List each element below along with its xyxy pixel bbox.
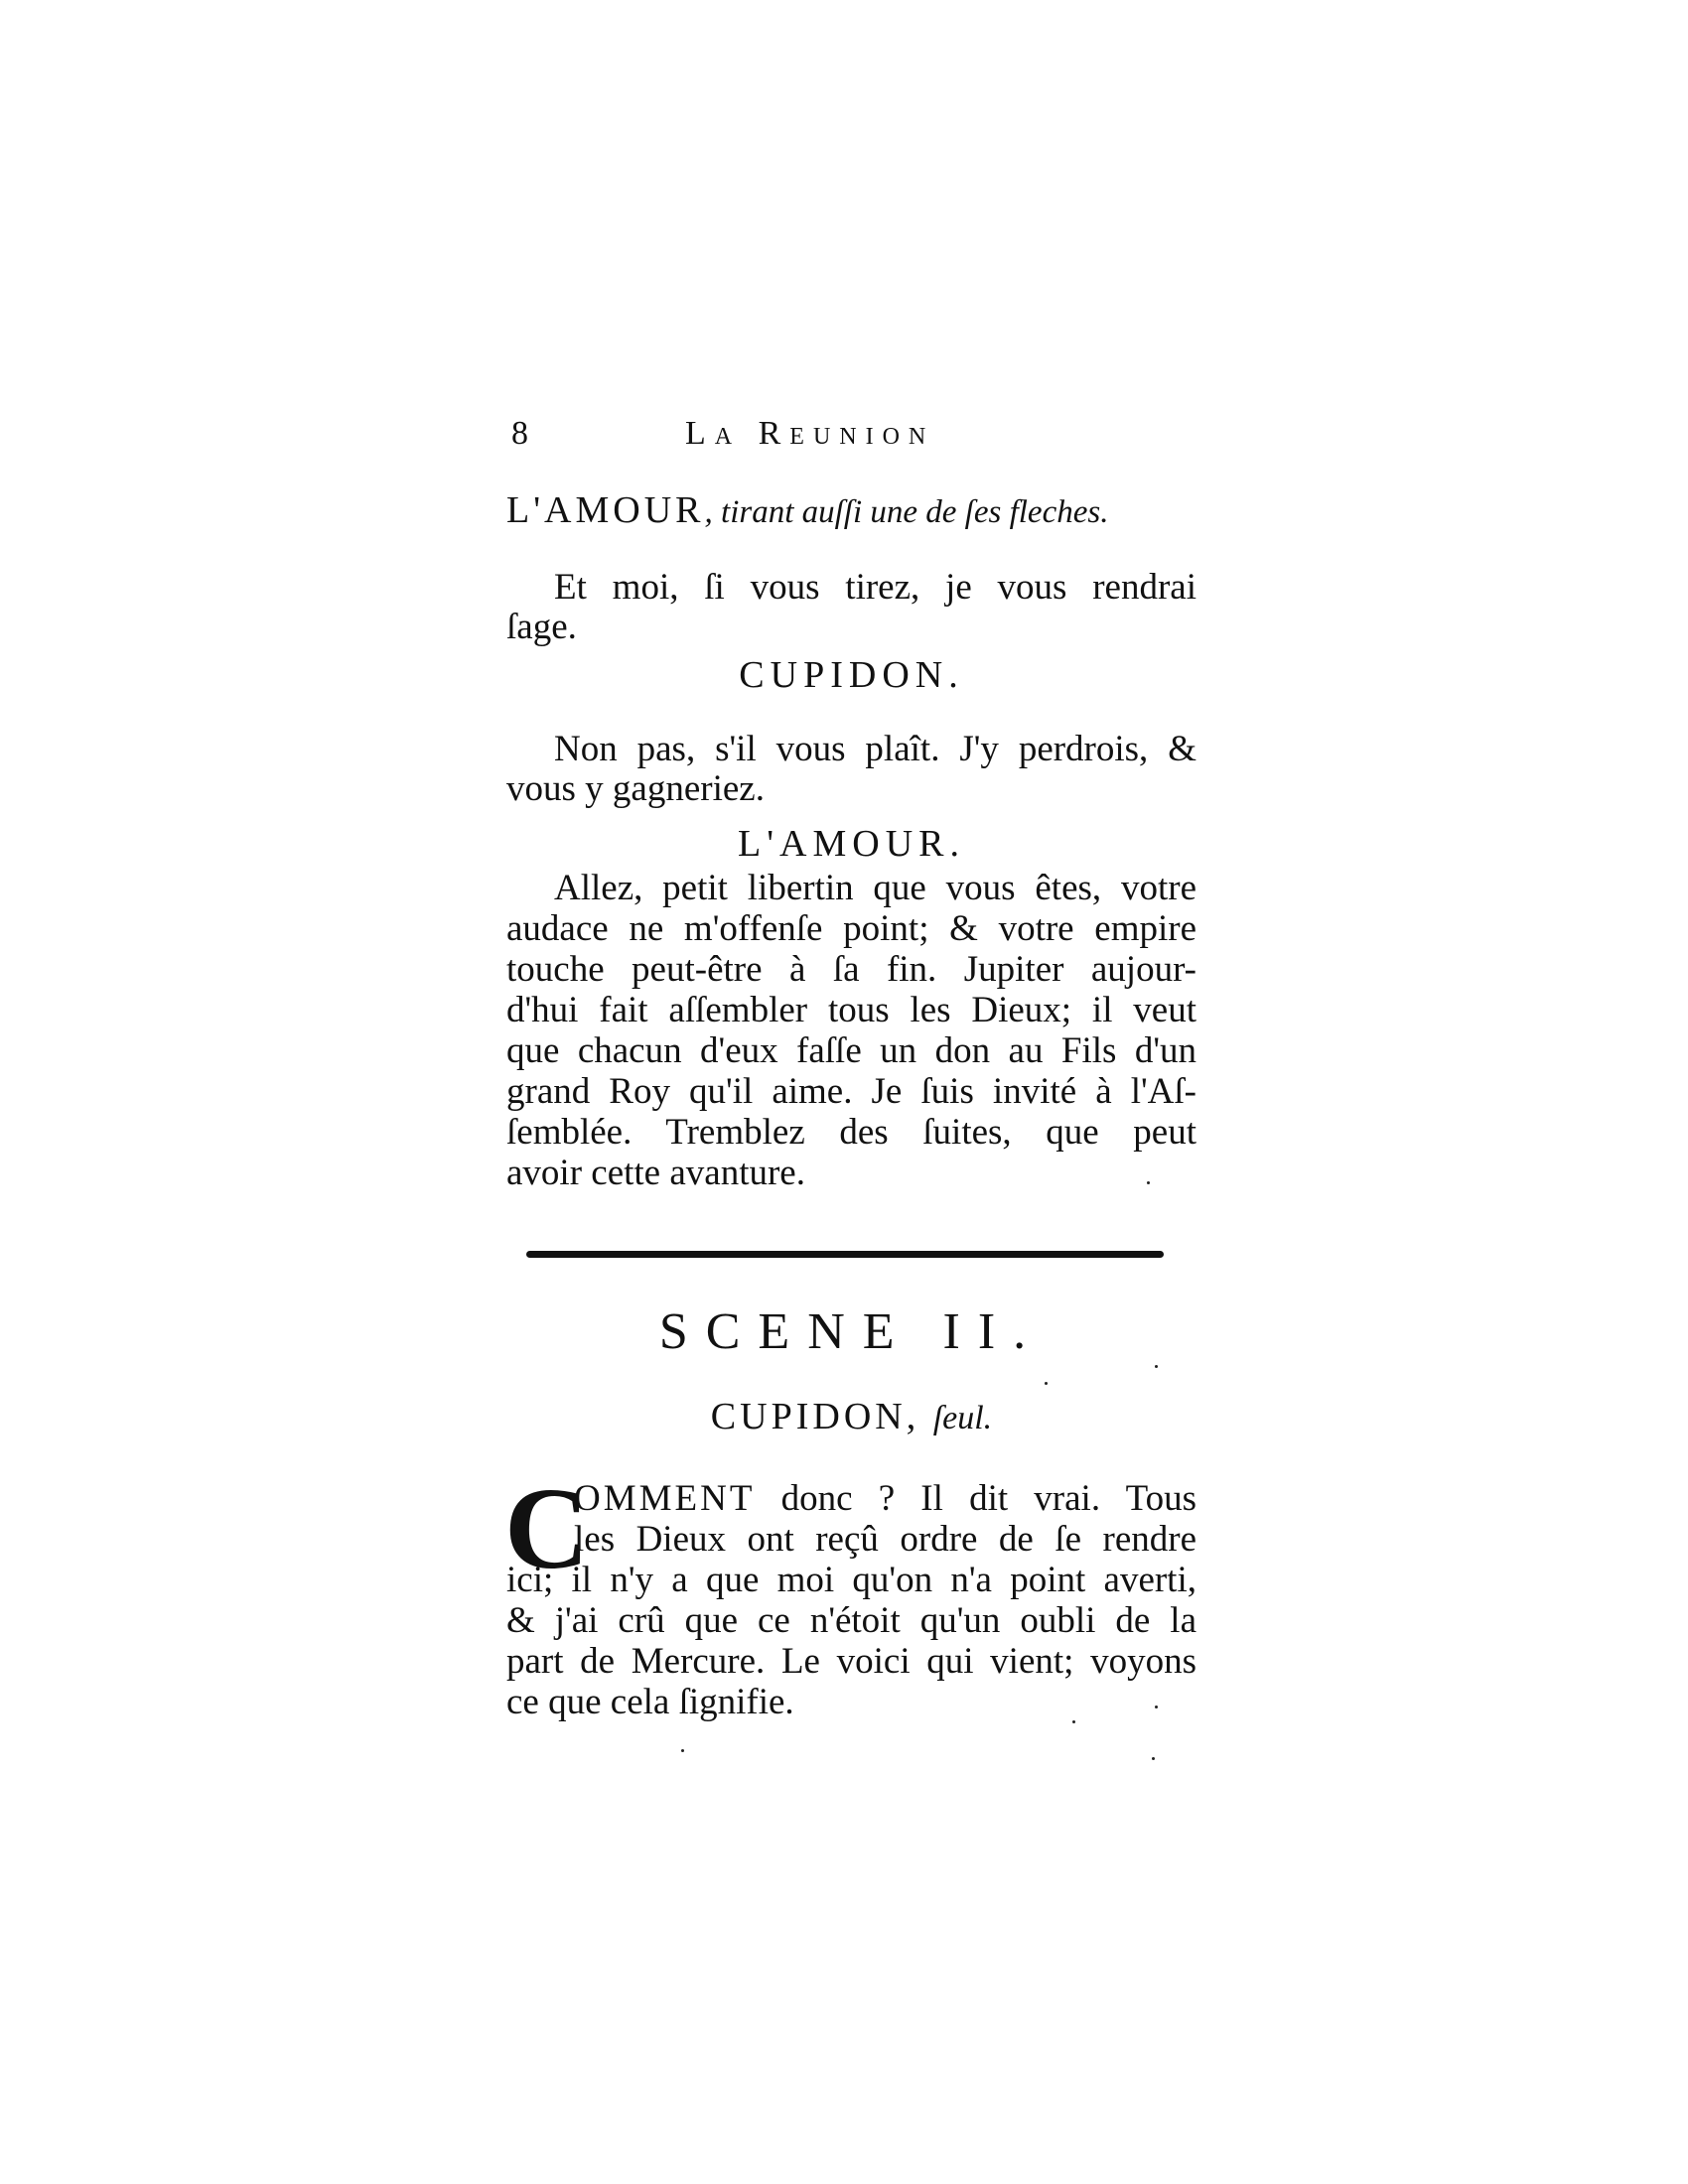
text-line: part de Mercure. Le voici qui vient; voyons bbox=[506, 1641, 1196, 1682]
text-line: ici; il n'y a que moi qu'on n'a point averti, bbox=[506, 1560, 1196, 1600]
first-word-small-caps: OMMENT bbox=[574, 1478, 756, 1519]
stage-direction bbox=[506, 488, 1108, 532]
page-number: 8 bbox=[511, 415, 528, 452]
speaker-name: L'AMOUR bbox=[506, 489, 705, 531]
scan-speck bbox=[1045, 1382, 1048, 1385]
scan-speck bbox=[1152, 1757, 1155, 1760]
speaker-name: CUPIDON, bbox=[710, 1396, 920, 1437]
text-line: & j'ai crû que ce n'étoit qu'un oubli de la bbox=[506, 1600, 1196, 1641]
scene-speaker bbox=[506, 1395, 1196, 1438]
running-title: La Reunion bbox=[685, 415, 935, 452]
text-line: grand Roy qu'il aime. Je ſuis invité à l'Aſ- bbox=[506, 1071, 1196, 1112]
text-line: Et moi, ſi vous tirez, je vous rendrai bbox=[554, 567, 1196, 608]
text-line: ſemblée. Tremblez des ſuites, que peut bbox=[506, 1112, 1196, 1153]
text-line: Allez, petit libertin que vous êtes, votre bbox=[554, 868, 1196, 908]
text-line: les Dieux ont reçû ordre de ſe rendre bbox=[574, 1519, 1196, 1560]
scene-title: SCENE II. bbox=[658, 1303, 1045, 1360]
scan-speck bbox=[681, 1749, 684, 1752]
stage-direction-text: , tirant auſſi une de ſes fleches. bbox=[704, 494, 1109, 530]
speaker-heading: CUPIDON. bbox=[739, 654, 964, 696]
text-line: vous y gagneriez. bbox=[506, 768, 765, 809]
scene-divider-rule bbox=[526, 1251, 1164, 1258]
stage-direction-text: ſeul. bbox=[932, 1400, 993, 1436]
speaker-heading: L'AMOUR. bbox=[737, 823, 966, 865]
text-fragment: donc ? Il dit vrai. Tous bbox=[755, 1478, 1196, 1519]
scan-speck bbox=[1155, 1365, 1158, 1368]
drop-cap: C bbox=[504, 1463, 590, 1593]
text-line: Non pas, s'il vous plaît. J'y perdrois, & bbox=[554, 729, 1196, 769]
text-line: touche peut-être à ſa fin. Jupiter aujour- bbox=[506, 949, 1196, 990]
text-line: avoir cette avanture. bbox=[506, 1153, 805, 1193]
text-line: ſage. bbox=[506, 607, 577, 647]
text-line: d'hui fait aſſembler tous les Dieux; il veut bbox=[506, 990, 1196, 1030]
scan-speck bbox=[1072, 1720, 1075, 1723]
text-line: ce que cela ſignifie. bbox=[506, 1682, 794, 1722]
scan-speck bbox=[1155, 1706, 1158, 1708]
scan-speck bbox=[1147, 1181, 1150, 1184]
text-line bbox=[574, 1479, 1196, 1519]
text-line: que chacun d'eux faſſe un don au Fils d'un bbox=[506, 1030, 1196, 1071]
text-line: audace ne m'offenſe point; & votre empire bbox=[506, 908, 1196, 949]
